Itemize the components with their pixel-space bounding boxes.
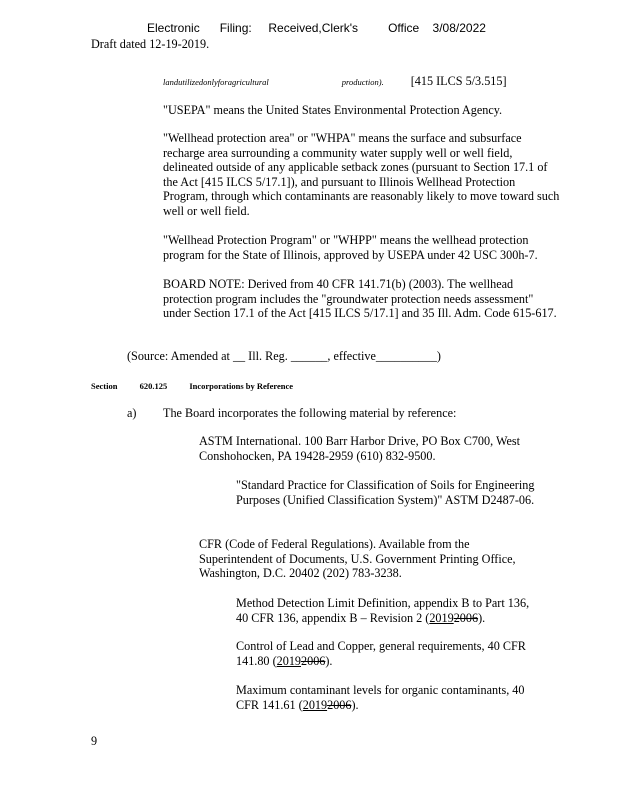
source-reg: Ill. Reg. [248, 349, 288, 363]
tail-citation: [415 ILCS 5/3.515] [410, 74, 507, 88]
filing-date: 3/08/2022 [432, 21, 486, 35]
tail-italic-1: landutilizedonlyforagricultural [163, 77, 269, 87]
cfr-item-lead-copper [236, 639, 536, 668]
item-a-marker: a) [127, 406, 137, 420]
definition-whpp: "Wellhead Protection Program" or "WHPP" means the wellhead protection program for the State of Illinois, approved by USEPA under 42 USC 300h-7. [163, 233, 538, 262]
cfr-item-mcl-end: ). [351, 697, 359, 712]
cfr-item-mcl-text: Maximum contaminant levels for organic contaminants, 40 CFR 141.61 ( [236, 683, 525, 712]
source-blank-1: ______ [290, 349, 328, 363]
office-word: Office [388, 21, 420, 35]
draft-line: Draft dated 12-19-2019. [91, 37, 210, 51]
cfr-item-mdl-text: Method Detection Limit Definition, appendix B to Part 136, 40 CFR 136, appendix B – Revision 2 ( [236, 596, 530, 625]
cfr-item-lead-end: ). [325, 653, 333, 668]
cfr-item-mdl-new-year: 2019 [429, 610, 454, 625]
definition-tail [163, 74, 507, 89]
source-prefix: (Source: Amended at [127, 349, 230, 363]
filing-word: Filing: [219, 21, 252, 35]
definition-whpa: "Wellhead protection area" or "WHPA" means the surface and subsurface recharge area surrounding a community water supply well or well field, delineated outside of any applicable setback zones (pursuant to Section 17.1 of the Act [415 ILCS 5/17.1]), and pursuant to Illinois Wellhead Protection Program, through which contaminants are reasonably likely to move toward such well or well field. [163, 131, 560, 218]
page-number: 9 [91, 734, 98, 748]
received-word: Received, [268, 21, 322, 35]
section-title: Incorporations by Reference [189, 381, 294, 391]
source-effective: , effective [327, 349, 376, 363]
cfr-org: CFR (Code of Federal Regulations). Available from the Superintendent of Documents, U.S. Government Printing Office, Washington, D.C. 20402 (202) 783-3238. [199, 537, 516, 581]
section-number: 620.125 [139, 381, 168, 391]
definition-usepa: "USEPA" means the United States Environmental Protection Agency. [163, 103, 503, 117]
cfr-item-mcl-old-year: 2006 [327, 697, 352, 712]
filing-header [147, 21, 486, 35]
source-blank-2: __________) [375, 349, 441, 363]
cfr-item-mdl-end: ). [478, 610, 486, 625]
cfr-item-mcl-organic [236, 683, 546, 712]
section-label: Section [91, 381, 118, 391]
cfr-item-lead-text: Control of Lead and Copper, general requirements, 40 CFR 141.80 ( [236, 639, 526, 668]
cfr-item-mdl-old-year: 2006 [453, 610, 479, 625]
item-a-text: The Board incorporates the following material by reference: [163, 406, 457, 420]
board-note: BOARD NOTE: Derived from 40 CFR 141.71(b) (2003). The wellhead protection program includes the "groundwater protection needs assessment" under Section 17.1 of the Act [415 ILCS 5/17.1] and 35 Ill. Adm. Code 615-617. [163, 277, 557, 321]
cfr-item-mcl-new-year: 2019 [302, 697, 328, 712]
clerk-word: Clerk's [321, 21, 359, 35]
source-note: (Source: Amended at __ Ill. Reg. ______, effective__________) [127, 349, 441, 363]
cfr-item-lead-new-year: 2019 [276, 653, 301, 668]
astm-doc: "Standard Practice for Classification of Soils for Engineering Purposes (Unified Classification System)" ASTM D2487-06. [236, 478, 535, 507]
astm-org: ASTM International. 100 Barr Harbor Drive, PO Box C700, West Conshohocken, PA 19428-2959 (610) 832-9500. [199, 434, 521, 463]
tail-italic-2: production). [341, 77, 384, 87]
cfr-item-lead-old-year: 2006 [301, 653, 326, 668]
cfr-item-mdl [236, 596, 536, 625]
section-heading [91, 381, 293, 391]
filing-label: Electronic [147, 21, 200, 35]
